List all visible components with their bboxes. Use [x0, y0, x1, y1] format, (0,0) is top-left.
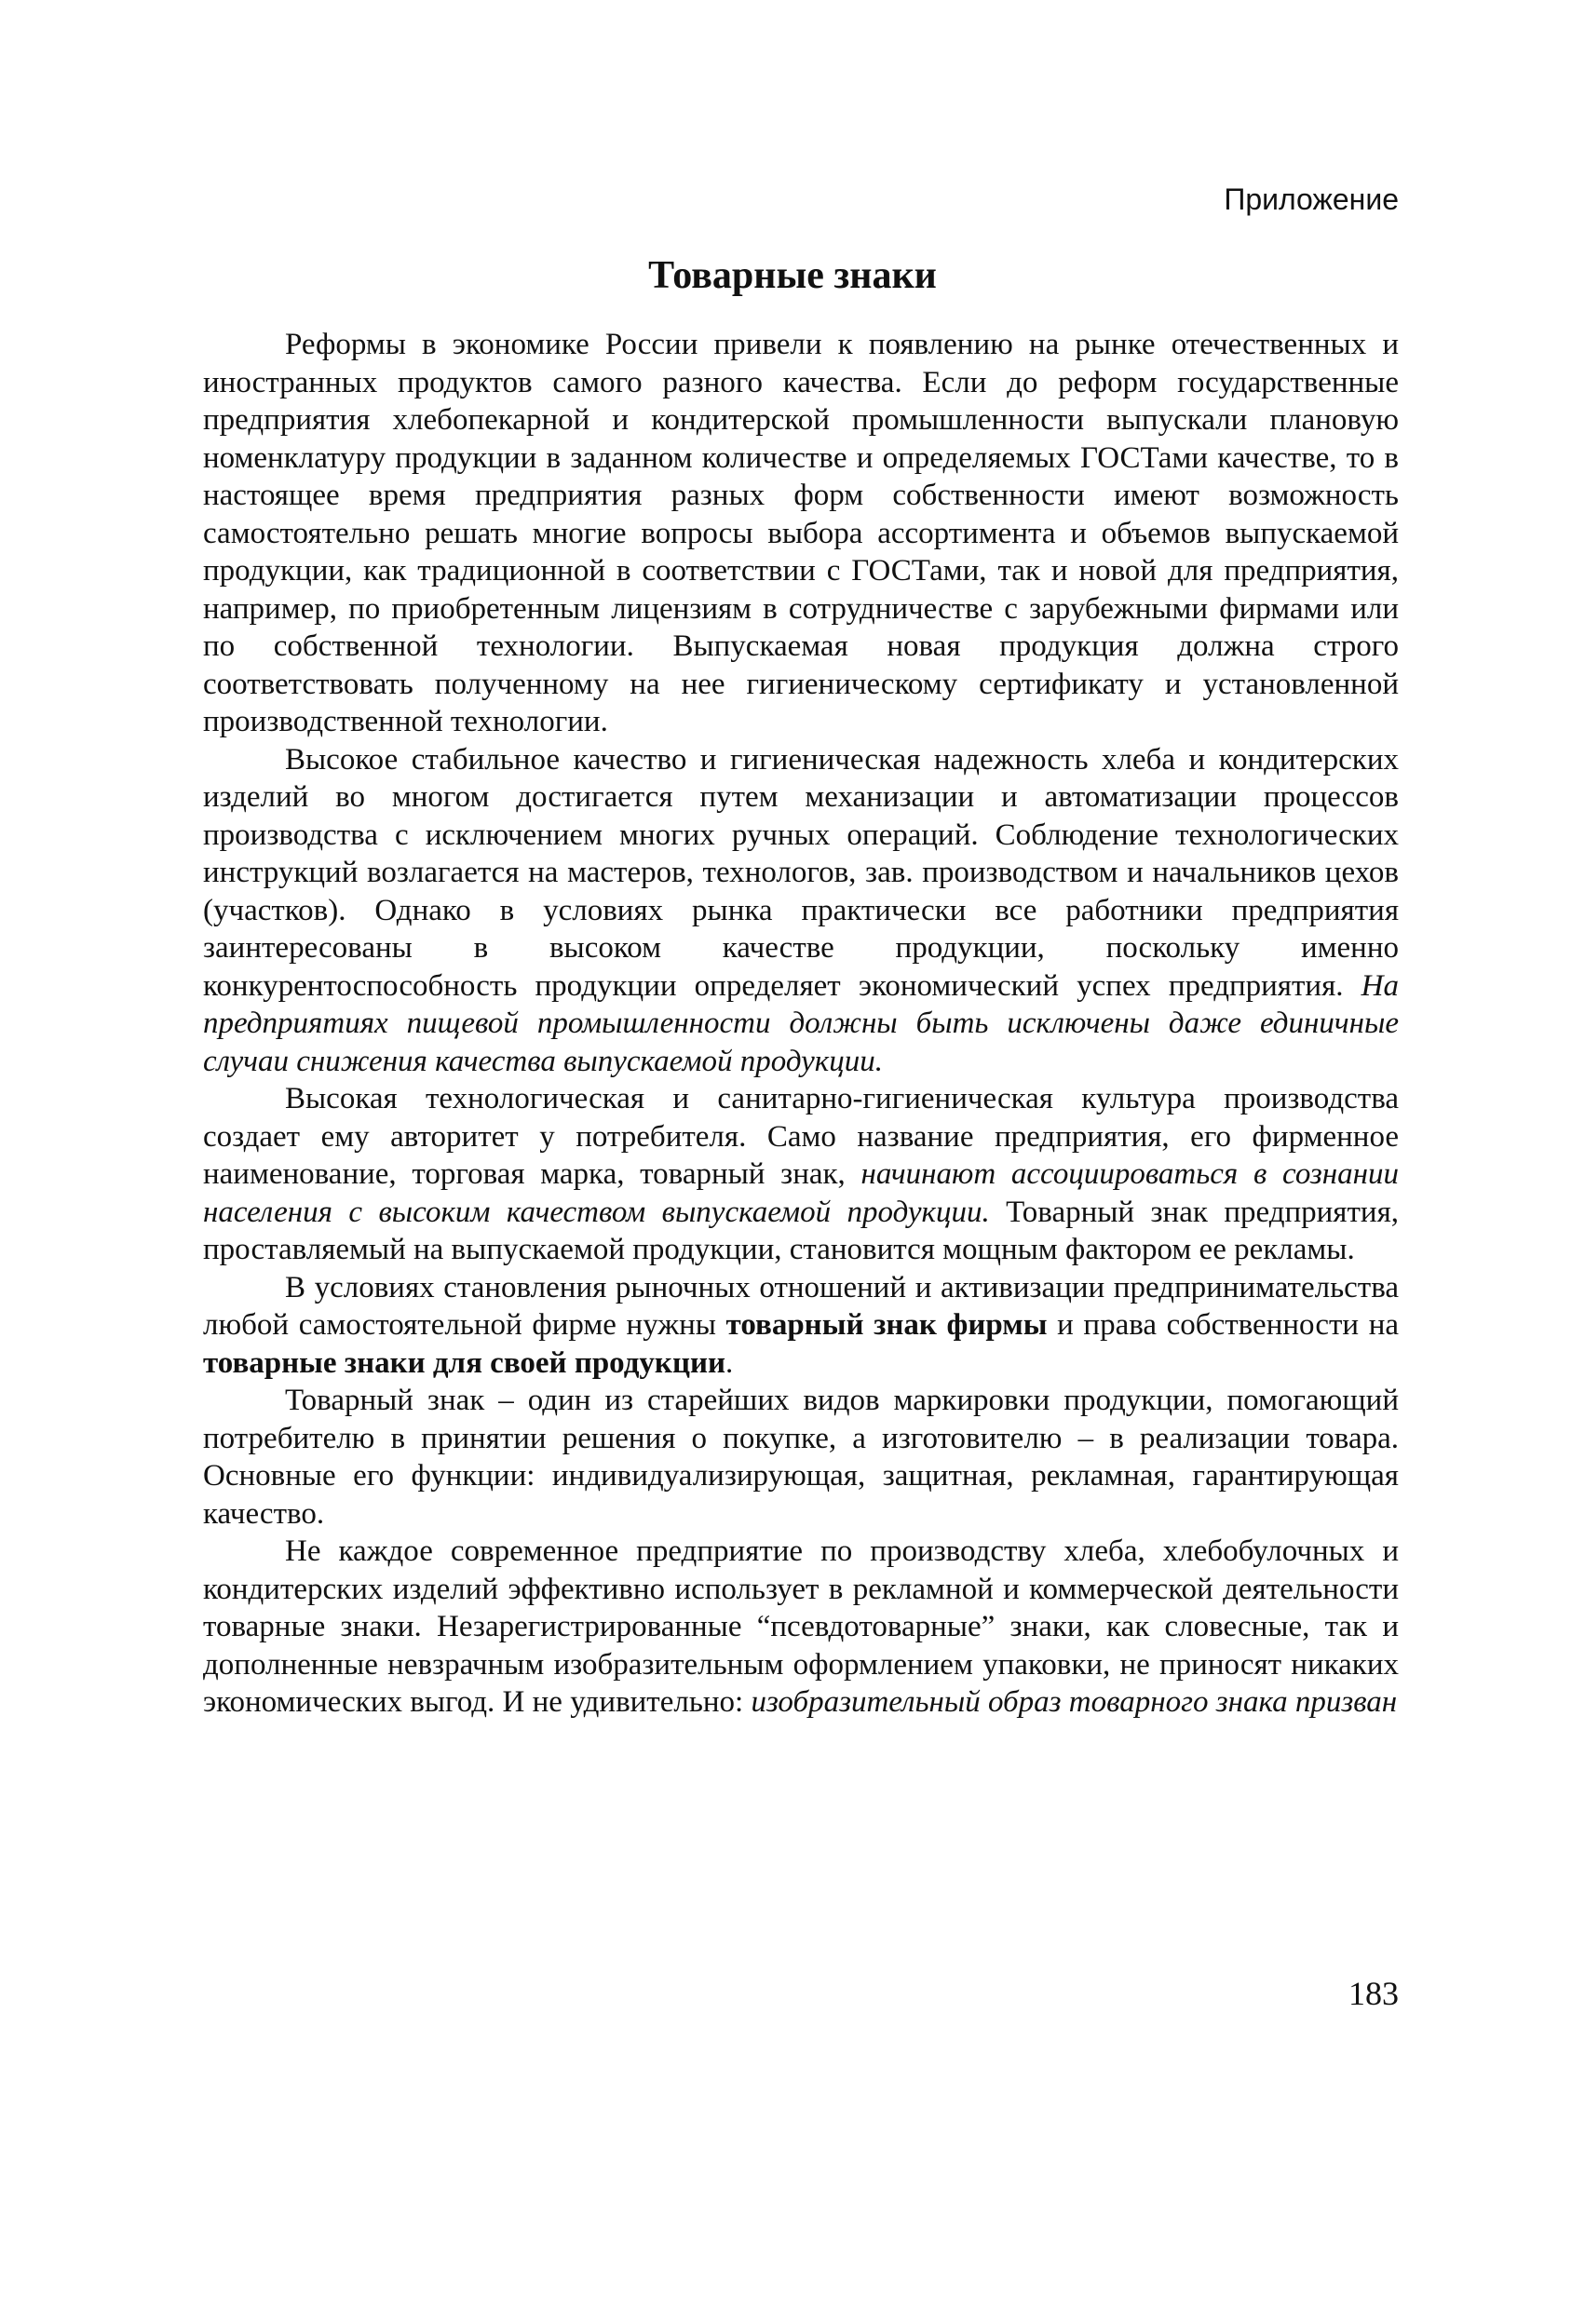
- paragraph-2-text: Высокое стабильное качество и гигиеническая надежность хлеба и кондитерских изделий во многом достигается путем механизации и автоматизации процессов производства с исключением многих ручных операций. Соблюдение технологических инструкций возлагается на мастеров, технологов, зав. производством и начальников цехов (участков). Однако в условиях рынка практически все работники предприятия заинтересованы в высоком качестве продукции, поскольку именно конкурентоспособность продукции определяет экономический успех предприятия.: [203, 742, 1399, 1003]
- paragraph-5: Товарный знак – один из старейших видов маркировки продукции, помогающий потребителю в принятии решения о покупке, а изготовителю – в реализации товара. Основные его функции: индивидуализирующая, защитная, рекламная, гарантирующая качество.: [203, 1384, 1399, 1531]
- paragraph-2: [203, 741, 1399, 1081]
- paragraph-4: [203, 1269, 1399, 1383]
- paragraph-3-text-b: Товарный знак предприятия, проставляемый на выпускаемой продукции, становится мощным фактором ее рекламы.: [203, 1195, 1399, 1266]
- paragraph-3-italic: начинают ассоциироваться в сознании населения с высоким качеством выпускаемой продукции.: [203, 1157, 1399, 1229]
- paragraph-2-italic: На предприятиях пищевой промышленности должны быть исключены даже единичные случаи снижения качества выпускаемой продукции.: [203, 968, 1399, 1078]
- body-text: [203, 326, 1399, 1722]
- page-title: Товарные знаки: [648, 254, 937, 297]
- paragraph-3-text-a: Высокая технологическая и санитарно-гигиеническая культура производства создает ему авторитет у потребителя. Само название предприятия, его фирменное наименование, торговая марка, товарный знак,: [203, 1082, 1399, 1191]
- paragraph-4-bold-b: товарные знаки для своей продукции: [203, 1345, 725, 1380]
- paragraph-4-text-a: В условиях становления рыночных отношений и активизации предпринимательства любой самостоятельной фирме нужны: [203, 1270, 1399, 1342]
- page-number: 183: [1348, 1975, 1399, 2012]
- paragraph-3: [203, 1080, 1399, 1269]
- paragraph-4-text-b: и права собственности на: [1047, 1308, 1400, 1342]
- paragraph-1: Реформы в экономике России привели к появлению на рынке отечественных и иностранных продуктов самого разного качества. Если до реформ государственные предприятия хлебопекарной и кондитерской промышленности выпускали плановую номенклатуру продукции в заданном количестве и определяемых ГОСТами качестве, то в настоящее время предприятия разных форм собственности имеют возможность самостоятельно решать многие вопросы выбора ассортимента и объемов выпускаемой продукции, как традиционной в соответствии с ГОСТами, так и новой для предприятия, например, по приобретенным лицензиям в сотрудничестве с зарубежными фирмами или по собственной технологии. Выпускаемая новая продукция должна строго соответствовать полученному на нее гигиеническому сертификату и установленной производственной технологии.: [203, 328, 1399, 738]
- paragraph-6-italic: изобразительный образ товарного знака призван: [751, 1685, 1398, 1719]
- paragraph-4-text-c: .: [725, 1345, 734, 1380]
- paragraph-6: [203, 1533, 1399, 1722]
- paragraph-6-text: Не каждое современное предприятие по производству хлеба, хлебобулочных и кондитерских изделий эффективно использует в рекламной и коммерческой деятельности товарные знаки. Незарегистрированные “псевдотоварные” знаки, как словесные, так и дополненные невзрачным изобразительным оформлением упаковки, не приносят никаких экономических выгод. И не удивительно:: [203, 1534, 1399, 1719]
- section-header: Приложение: [1224, 182, 1399, 216]
- paragraph-4-bold-a: товарный знак фирмы: [725, 1308, 1048, 1342]
